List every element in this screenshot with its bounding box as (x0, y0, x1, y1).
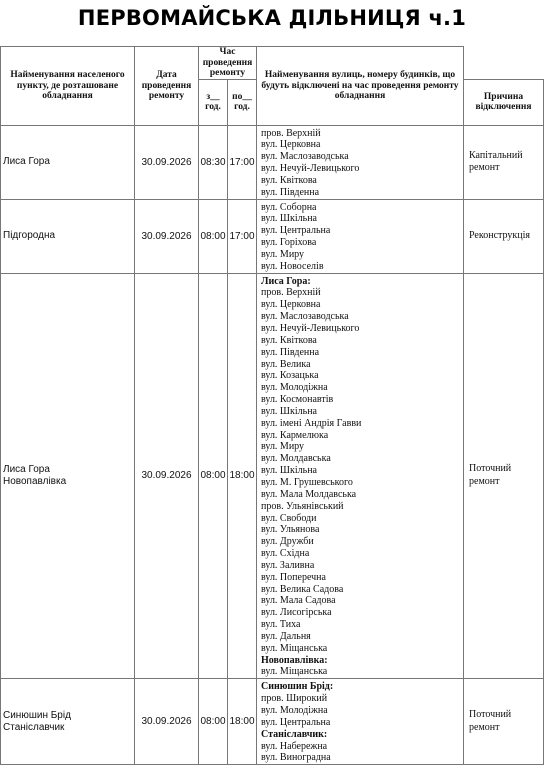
table-row (1, 273, 544, 679)
reason-text: Поточний (469, 463, 512, 475)
street-item: вул. Мала Садова (261, 595, 336, 607)
street-item: вул. Свободи (261, 512, 317, 524)
time-to-cell: 17:00 (228, 125, 257, 199)
street-item: вул. Маслозаводська (261, 311, 349, 323)
street-item: вул. Козацька (261, 370, 319, 382)
streets-cell (257, 679, 464, 765)
street-item: вул. Космонавтів (261, 394, 334, 406)
street-item: вул. Церковна (261, 139, 321, 151)
street-item: пров. Верхній (261, 287, 321, 299)
place-name: Новопавлівка (3, 475, 67, 487)
header-reason: Причина відключення (464, 79, 544, 125)
streets-cell (257, 125, 464, 199)
place-name: Підгородна (3, 230, 56, 242)
street-item: вул. Набережна (261, 740, 328, 752)
street-item: вул. Східна (261, 548, 310, 560)
locality-heading: Синюшин Брід: (261, 681, 334, 693)
street-item: вул. Дальня (261, 630, 311, 642)
street-item: вул. Південна (261, 186, 320, 198)
date-cell: 30.09.2026 (135, 273, 199, 679)
reason-text: Поточний (469, 709, 512, 721)
street-item: вул. Міщанська (261, 642, 328, 654)
reason-cell (464, 199, 544, 273)
street-item: вул. Маслозаводська (261, 151, 349, 163)
street-item: вул. Молодіжна (261, 382, 328, 394)
header-spacer (464, 47, 544, 80)
date-cell: 30.09.2026 (135, 199, 199, 273)
street-item: вул. Ульянова (261, 524, 320, 536)
header-time: Час проведення ремонту (199, 47, 257, 80)
place-name: Лиса Гора (3, 463, 50, 475)
street-item: вул. Мала Молдавська (261, 488, 357, 500)
street-item: вул. Церковна (261, 299, 321, 311)
header-streets: Найменування вулиць, номеру будинків, що будуть відключені на час проведення ремонту обладнання (257, 47, 464, 126)
street-item: вул. Заливна (261, 559, 315, 571)
street-item: вул. Соборна (261, 201, 317, 213)
time-to-cell: 17:00 (228, 199, 257, 273)
header-to: по__ год. (228, 79, 257, 125)
time-from-cell: 08:00 (199, 199, 228, 273)
table-body (1, 125, 544, 765)
time-from-cell: 08:30 (199, 125, 228, 199)
street-item: пров. Верхній (261, 127, 321, 139)
street-item: вул. Нечуй-Левицького (261, 163, 360, 175)
street-item: вул. М. Грушевського (261, 476, 353, 488)
outage-schedule-table (0, 46, 544, 765)
reason-text: Реконструкція (469, 229, 530, 241)
streets-cell (257, 273, 464, 679)
place-name: Станіславчик (3, 721, 65, 733)
street-item: вул. Південна (261, 346, 320, 358)
place-cell (1, 125, 135, 199)
locality-heading: Станіславчик: (261, 728, 328, 740)
date-cell: 30.09.2026 (135, 679, 199, 765)
street-item: вул. Новоселів (261, 260, 324, 272)
street-item: вул. Молодіжна (261, 705, 328, 716)
header-from: з__ год. (199, 79, 228, 125)
street-item: вул. Нечуй-Левицького (261, 323, 360, 334)
table-row (1, 199, 544, 273)
table-row (1, 679, 544, 765)
street-item: вул. Кармелюка (261, 429, 329, 441)
street-item: вул. Квіткова (261, 174, 317, 186)
street-item: вул. Виноградна (261, 752, 331, 764)
street-item: вул. Міщанська (261, 666, 328, 678)
table-row (1, 125, 544, 199)
page-title: ПЕРВОМАЙСЬКА ДІЛЬНИЦЯ ч.1 (77, 6, 467, 30)
street-item: вул. Лисогірська (261, 607, 332, 619)
street-item: вул. Молдавська (261, 453, 331, 465)
street-item: вул. Центральна (261, 716, 331, 728)
reason-cell (464, 125, 544, 199)
street-item: вул. Миру (261, 248, 305, 260)
street-item: вул. Дружби (261, 536, 314, 548)
street-item: вул. Тиха (261, 619, 301, 631)
header-place: Найменування населеного пункту, де розташоване обладнання (1, 47, 135, 126)
street-item: вул. імені Андрія Гавви (261, 417, 362, 429)
reason-text: Капітальний (469, 149, 523, 161)
time-from-cell: 08:00 (199, 679, 228, 765)
locality-heading: Новопавлівка: (261, 654, 328, 666)
header-date: Дата проведення ремонту (135, 47, 199, 126)
street-item: пров. Широкий (261, 693, 328, 705)
place-cell (1, 273, 135, 679)
street-item: вул. Квіткова (261, 334, 317, 346)
reason-text: ремонт (469, 721, 500, 733)
street-item: вул. Горіхова (261, 237, 317, 249)
street-item: вул. Шкільна (261, 213, 317, 225)
time-to-cell: 18:00 (228, 273, 257, 679)
streets-cell (257, 199, 464, 273)
reason-text: ремонт (469, 162, 500, 174)
street-item: вул. Миру (261, 441, 305, 453)
street-item: вул. Поперечна (261, 571, 326, 583)
time-from-cell: 08:00 (199, 273, 228, 679)
street-item: вул. Шкільна (261, 465, 317, 477)
street-item: вул. Велика (261, 358, 311, 370)
street-item: вул. Шкільна (261, 405, 317, 417)
reason-text: ремонт (469, 475, 500, 487)
place-cell (1, 199, 135, 273)
street-item: вул. Центральна (261, 225, 331, 237)
reason-cell (464, 273, 544, 679)
street-item: пров. Ульянівський (261, 500, 344, 512)
place-name: Лиса Гора (3, 156, 50, 168)
place-cell (1, 679, 135, 765)
time-to-cell: 18:00 (228, 679, 257, 765)
locality-heading: Лиса Гора: (261, 275, 311, 287)
street-item: вул. Велика Садова (261, 583, 344, 595)
place-name: Синюшин Брід (3, 709, 71, 721)
reason-cell (464, 679, 544, 765)
date-cell: 30.09.2026 (135, 125, 199, 199)
